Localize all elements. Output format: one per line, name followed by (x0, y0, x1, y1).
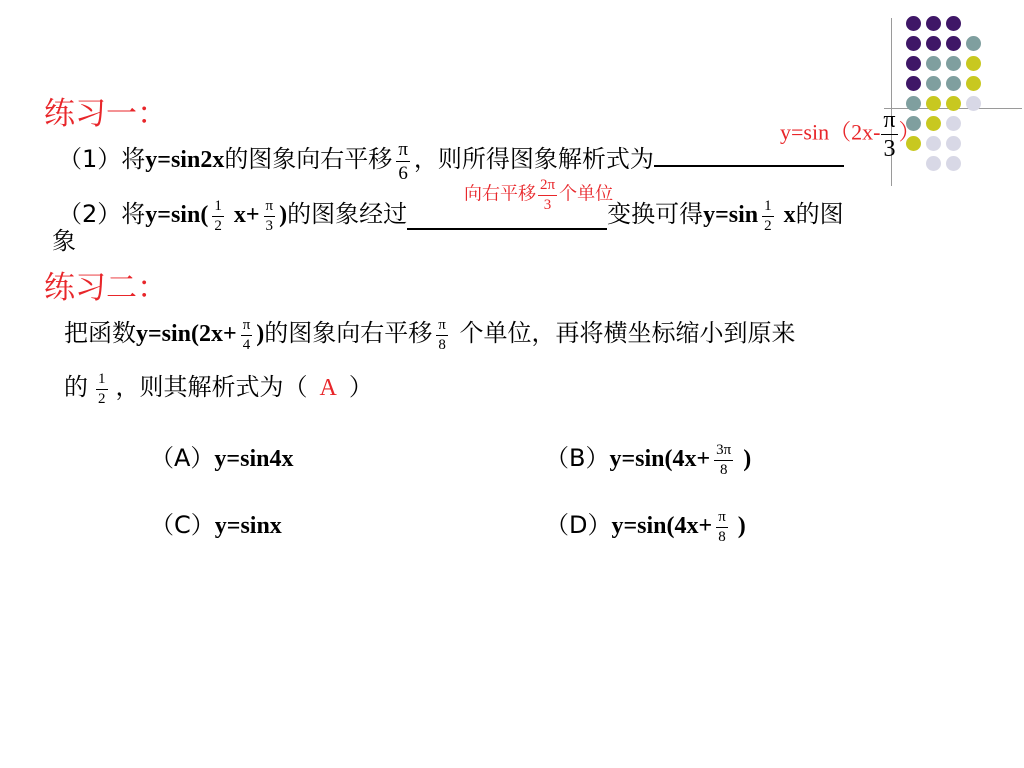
decorative-dot (926, 136, 941, 151)
p2-line2-start: 的 (64, 373, 88, 402)
practice-2-stem-line-2 (64, 372, 373, 407)
p2-phase-fraction: $\frac{\pi}{4}$ (242, 317, 251, 353)
p2-stem-close: ) (256, 321, 265, 348)
decorative-dot (926, 96, 941, 111)
q2-wrap: 象 (52, 227, 76, 255)
q2-answer-fraction: $\frac{2\pi}{3}$ (540, 177, 556, 213)
practice-2-heading: 练习二： (44, 270, 168, 306)
decorative-dot (926, 56, 941, 71)
q2-coef-fraction: $\frac{1}{2}$ (214, 197, 222, 234)
option-c-label: （C） (150, 511, 215, 539)
option-a-text: y=sin4x (214, 446, 294, 472)
p2-stem-expr: y=sin(2x+ (136, 321, 237, 348)
q2-x-plus: x+ (227, 202, 260, 228)
decorative-dot (926, 36, 941, 51)
practice-1-heading: 练习一： (44, 96, 168, 132)
q1-answer-close: ） (898, 119, 921, 145)
option-c-text: y=sinx (214, 513, 282, 539)
decorative-dot (946, 56, 961, 71)
decorative-dot (966, 96, 981, 111)
option-c (150, 510, 282, 541)
q2-answer (464, 178, 613, 213)
decorative-dot (946, 136, 961, 151)
p2-line2-end: ） (348, 373, 373, 402)
decorative-dot (906, 16, 921, 31)
decorative-dot (946, 16, 961, 31)
q1-answer-text: y=sin（2x- (780, 119, 881, 145)
decorative-dot (906, 56, 921, 71)
p2-stem-mid: 的图象向右平移 (264, 319, 433, 348)
decorative-dot (906, 36, 921, 51)
q2-mid: 的图象经过 (287, 200, 408, 228)
decorative-dot (946, 156, 961, 171)
q2-expr-start: y=sin( (145, 202, 209, 228)
option-b-label: （B） (545, 444, 610, 473)
decorative-dot (946, 36, 961, 51)
q2-expr-close: ) (279, 202, 288, 228)
q1-answer-blank (654, 165, 844, 167)
q2-phase-fraction: $\frac{\pi}{3}$ (265, 197, 274, 234)
option-b-fraction: $\frac{3\pi}{8}$ (716, 442, 732, 478)
decorative-dot (926, 156, 941, 171)
option-b-close: ) (743, 446, 752, 473)
p2-stem-part1: 把函数 (64, 319, 136, 348)
q1-prefix: （1）将 (58, 145, 146, 174)
option-d (545, 510, 746, 545)
p2-stem-tail: 个单位，再将横坐标缩小到原来 (451, 319, 796, 348)
option-a-label: （A） (150, 444, 215, 472)
option-d-text: y=sin(4x+ (611, 513, 713, 540)
p2-answer: A (319, 375, 337, 402)
q1-shift-fraction: $\frac{\pi}{6}$ (398, 139, 408, 184)
decorative-dot (946, 96, 961, 111)
p2-ratio-fraction: $\frac{1}{2}$ (98, 371, 106, 407)
q1-mid: 的图象向右平移 (224, 145, 393, 174)
option-a (150, 443, 293, 474)
decorative-dot (926, 76, 941, 91)
option-d-label: （D） (545, 511, 612, 540)
decorative-dot (926, 116, 941, 131)
q2-prefix: （2）将 (58, 200, 146, 228)
q1-answer-fraction: $\frac{\pi}{3}$ (883, 107, 896, 162)
practice-1-question-2 (58, 190, 844, 234)
decorative-dot (966, 36, 981, 51)
decorative-dot (966, 76, 981, 91)
decorative-dot (946, 76, 961, 91)
q2-after: 变换可得 (607, 200, 704, 228)
q1-answer (780, 108, 921, 161)
q2-result-start: y=sin (703, 202, 759, 228)
decorative-dot (906, 76, 921, 91)
q2-answer-suffix: 个单位 (559, 183, 614, 205)
q2-answer-prefix: 向右平移 (464, 183, 536, 205)
option-b-text: y=sin(4x+ (609, 446, 711, 473)
p2-shift-fraction: $\frac{\pi}{8}$ (438, 317, 446, 353)
option-d-close: ) (737, 513, 746, 540)
option-d-fraction: $\frac{\pi}{8}$ (718, 509, 726, 545)
q2-tail: 的图 (795, 200, 844, 228)
q1-suffix: ，则所得图象解析式为 (413, 145, 654, 174)
decorative-dot (966, 56, 981, 71)
decorative-dot (946, 116, 961, 131)
option-b (545, 443, 751, 478)
q2-result-end: x (777, 202, 796, 228)
q1-expression: y=sin2x (145, 147, 225, 174)
q2-result-fraction: $\frac{1}{2}$ (764, 197, 772, 234)
decorative-dot (926, 16, 941, 31)
practice-1-question-1 (58, 140, 844, 183)
practice-2-stem-line-1 (64, 318, 796, 353)
p2-line2-mid: ，则其解析式为（ (115, 373, 308, 402)
